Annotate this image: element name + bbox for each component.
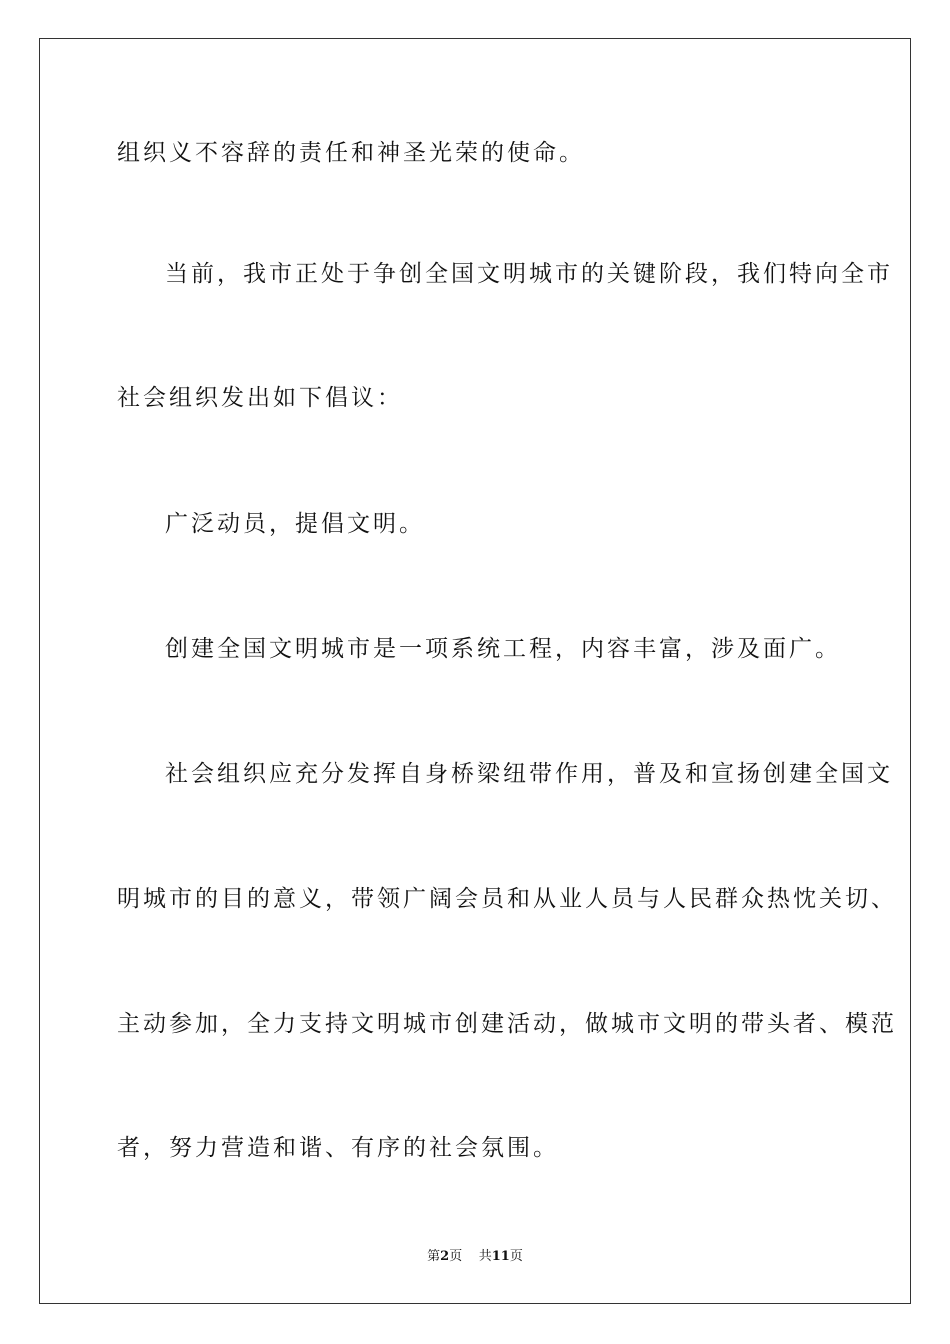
body-line-9: 者，努力营造和谐、有序的社会氛围。 (117, 1135, 559, 1161)
body-line-7: 明城市的目的意义，带领广阔会员和从业人员与人民群众热忱关切、 (117, 886, 897, 912)
page-border (39, 38, 911, 1304)
body-line-5: 创建全国文明城市是一项系统工程，内容丰富，涉及面广。 (165, 636, 841, 662)
footer-total-suffix: 页 (509, 1249, 523, 1264)
body-line-6: 社会组织应充分发挥自身桥梁纽带作用，普及和宣扬创建全国文 (165, 761, 893, 787)
body-line-2: 当前，我市正处于争创全国文明城市的关键阶段，我们特向全市 (165, 261, 893, 287)
body-line-4: 广泛动员，提倡文明。 (165, 511, 425, 537)
footer-current-page: 2 (440, 1249, 450, 1264)
footer-total-prefix: 共 (478, 1249, 492, 1264)
page-footer (0, 1248, 950, 1266)
footer-total-pages: 11 (491, 1249, 510, 1264)
body-line-1: 组织义不容辞的责任和神圣光荣的使命。 (117, 140, 585, 166)
footer-page-prefix: 第 (427, 1249, 441, 1264)
footer-page-suffix: 页 (449, 1249, 463, 1264)
body-line-8: 主动参加，全力支持文明城市创建活动，做城市文明的带头者、模范 (117, 1011, 897, 1037)
body-line-3: 社会组织发出如下倡议： (117, 385, 403, 411)
